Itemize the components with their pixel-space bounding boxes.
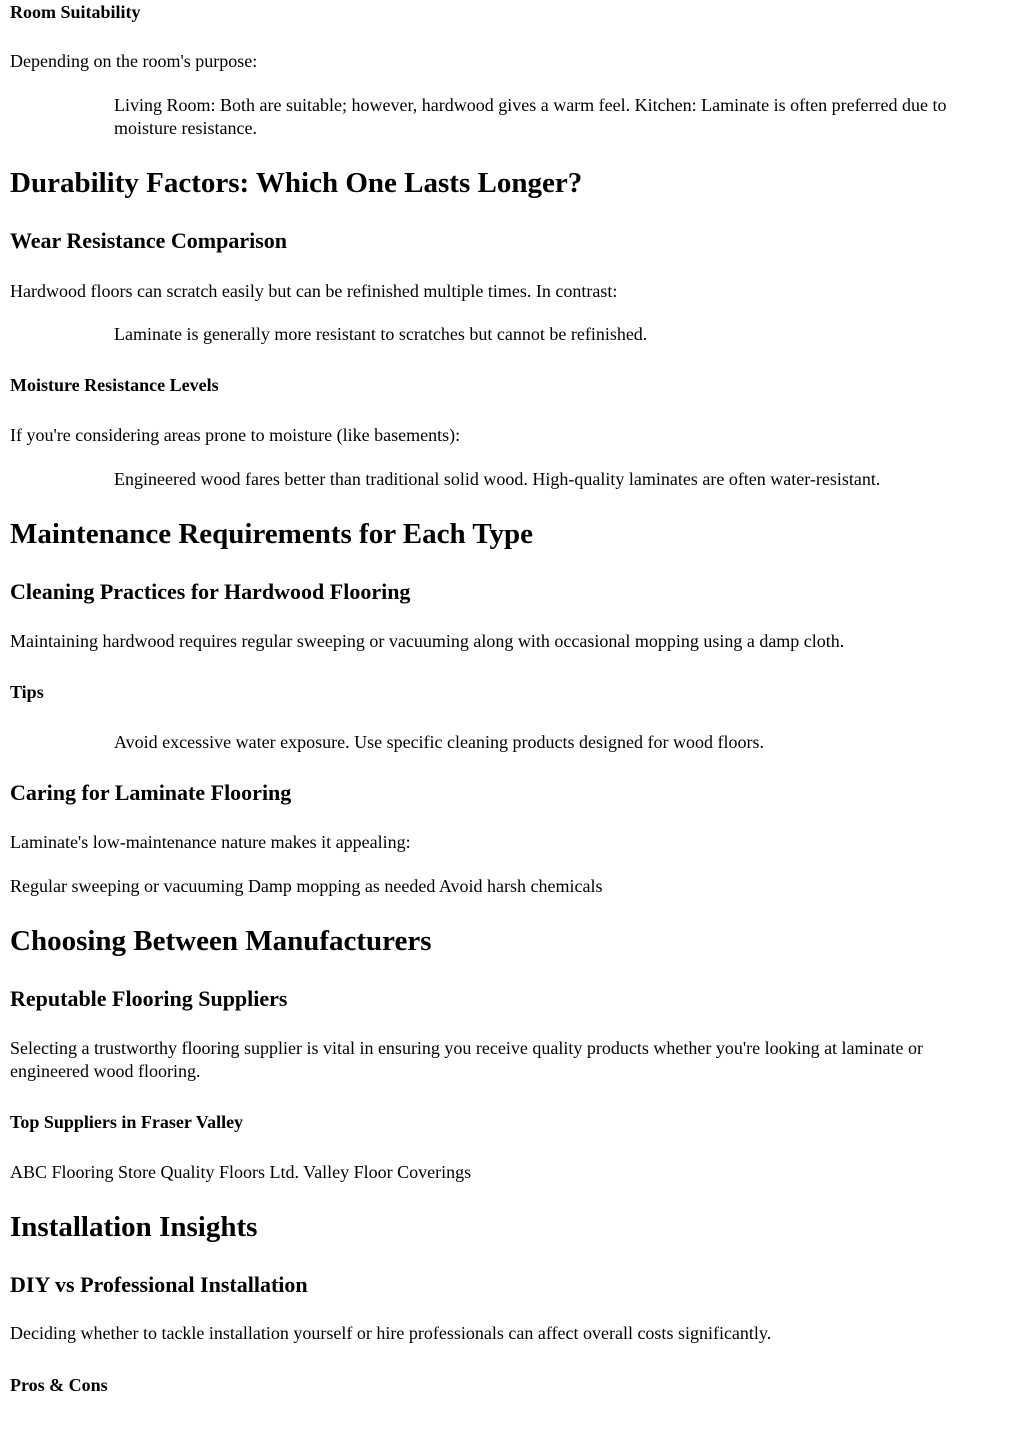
manufacturers-heading: Choosing Between Manufacturers xyxy=(10,925,432,957)
wear-resistance-heading: Wear Resistance Comparison xyxy=(10,228,288,253)
moisture-resistance-text: If you're considering areas prone to moisture (like basements): xyxy=(10,425,461,445)
durability-heading: Durability Factors: Which One Lasts Longer? xyxy=(10,167,583,199)
diy-text: Deciding whether to tackle installation yourself or hire professionals can affect overall costs significantly. xyxy=(10,1323,772,1343)
wear-resistance-quote: Laminate is generally more resistant to scratches but cannot be refinished. xyxy=(114,324,648,344)
top-suppliers-list: ABC Flooring Store Quality Floors Ltd. Valley Floor Coverings xyxy=(10,1162,472,1182)
hardwood-cleaning-text: Maintaining hardwood requires regular sweeping or vacuuming along with occasional mopping using a damp cloth. xyxy=(10,631,845,651)
laminate-care-heading: Caring for Laminate Flooring xyxy=(10,780,292,805)
wear-resistance-text: Hardwood floors can scratch easily but can be refinished multiple times. In contrast: xyxy=(10,281,618,301)
suppliers-text: Selecting a trustworthy flooring supplier is vital in ensuring you receive quality products whether you're looking at laminate or engineered wood flooring. xyxy=(10,1038,924,1081)
hardwood-cleaning-heading: Cleaning Practices for Hardwood Flooring xyxy=(10,579,411,604)
moisture-resistance-heading: Moisture Resistance Levels xyxy=(10,375,219,395)
room-suitability-quote: Living Room: Both are suitable; however, hardwood gives a warm feel. Kitchen: Laminate is often preferred due to moisture resistance. xyxy=(114,95,947,138)
maintenance-heading: Maintenance Requirements for Each Type xyxy=(10,518,534,550)
tips-heading: Tips xyxy=(10,682,44,702)
room-suitability-intro: Depending on the room's purpose: xyxy=(10,51,258,71)
moisture-resistance-quote: Engineered wood fares better than traditional solid wood. High-quality laminates are often water-resistant. xyxy=(114,469,881,489)
installation-heading: Installation Insights xyxy=(10,1211,258,1243)
room-suitability-heading: Room Suitability xyxy=(10,2,141,22)
pros-cons-heading: Pros & Cons xyxy=(10,1375,108,1395)
tips-quote: Avoid excessive water exposure. Use specific cleaning products designed for wood floors. xyxy=(114,732,764,752)
diy-heading: DIY vs Professional Installation xyxy=(10,1272,308,1297)
laminate-care-list: Regular sweeping or vacuuming Damp mopping as needed Avoid harsh chemicals xyxy=(10,876,603,896)
top-suppliers-heading: Top Suppliers in Fraser Valley xyxy=(10,1112,244,1132)
laminate-care-intro: Laminate's low-maintenance nature makes it appealing: xyxy=(10,832,411,852)
suppliers-heading: Reputable Flooring Suppliers xyxy=(10,986,288,1011)
